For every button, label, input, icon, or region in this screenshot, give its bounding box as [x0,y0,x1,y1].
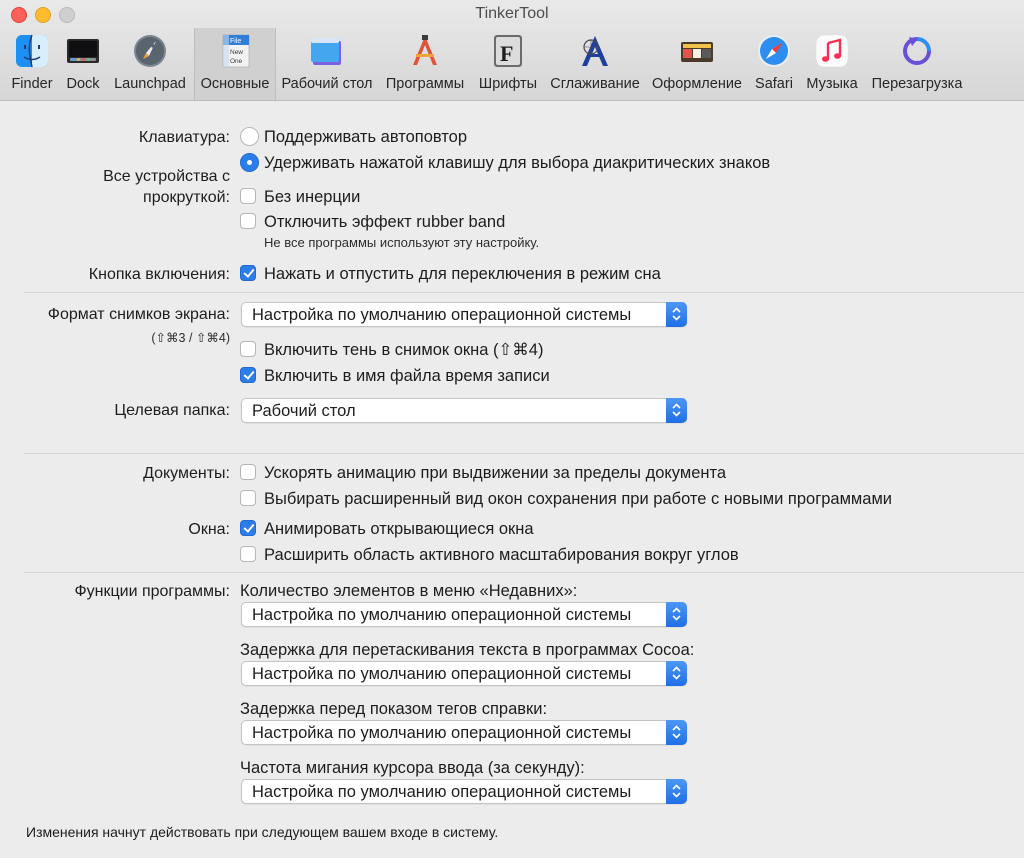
option-label: Отключить эффект rubber band [264,213,506,231]
option-label: Расширить область активного масштабирования вокруг углов [264,546,739,564]
popup-stepper[interactable] [666,398,687,423]
finder-icon [14,33,50,69]
checkbox[interactable] [240,464,256,480]
tab-label: Основные [200,76,270,92]
target-folder-popup[interactable] [241,398,687,423]
tab-label: Шрифты [478,76,538,92]
option-label: Включить тень в снимок окна (⇧⌘4) [264,341,544,359]
tab-label: Перезагрузка [871,76,963,92]
checkbox[interactable] [240,341,256,357]
tab-label: Музыка [806,76,858,92]
windows-label: Окна: [188,521,230,538]
radio-button[interactable] [240,153,259,172]
option-label: Анимировать открывающиеся окна [264,520,534,538]
window-title: TinkerTool [475,5,549,22]
cursor-blink-label: Частота мигания курсора ввода (за секунду): [240,759,585,777]
popup-stepper[interactable] [666,779,687,804]
tab-applications[interactable] [380,28,470,100]
checkbox[interactable] [240,367,256,383]
desktop-icon [309,33,345,69]
tab-label: Finder [11,76,53,92]
svg-text:One: One [230,58,243,65]
checkbox[interactable] [240,265,256,281]
svg-text:New: New [230,49,244,56]
svg-text:File: File [230,38,242,45]
checkbox[interactable] [240,213,256,229]
separator [24,292,1024,293]
tab-label: Сглаживание [550,76,640,92]
reset-icon [899,33,935,69]
chevron-up-down-icon [671,665,682,681]
tab-label: Оформление [651,76,742,92]
option-label: Включить в имя файла время записи [264,367,550,385]
drag-delay-popup[interactable] [241,661,687,686]
popup-value: Настройка по умолчанию операционной системы [252,783,632,801]
separator [24,572,1024,573]
chevron-up-down-icon [671,724,682,740]
option-label: Поддерживать автоповтор [264,128,468,146]
power-button-label: Кнопка включения: [88,266,230,283]
separator [24,453,1024,454]
applications-icon [407,33,443,69]
recent-items-popup[interactable] [241,602,687,627]
fonts-icon [490,33,526,69]
option-label: Нажать и отпустить для переключения в режим сна [264,265,661,283]
tab-reset[interactable] [866,28,968,100]
tab-general[interactable] [194,28,276,100]
tab-finder[interactable] [4,28,60,100]
safari-icon [756,33,792,69]
popup-value: Настройка по умолчанию операционной системы [252,606,632,624]
popup-stepper[interactable] [666,720,687,745]
checkbox[interactable] [240,188,256,204]
popup-value: Рабочий стол [252,402,356,420]
tab-safari[interactable] [750,28,798,100]
footer-note: Изменения начнут действовать при следующем вашем входе в систему. [26,824,499,840]
radio-button[interactable] [240,127,259,146]
option-label: Ускорять анимацию при выдвижении за пределы документа [264,464,727,482]
popup-stepper[interactable] [666,602,687,627]
app-features-label: Функции программы: [74,583,230,600]
popup-value: Настройка по умолчанию операционной системы [252,665,632,683]
tab-appearance[interactable] [648,28,746,100]
option-label: Удерживать нажатой клавишу для выбора диакритических знаков [264,154,771,172]
tab-fonts[interactable] [474,28,542,100]
tab-label: Рабочий стол [281,76,373,92]
chevron-up-down-icon [671,783,682,799]
tooltip-delay-popup[interactable] [241,720,687,745]
chevron-up-down-icon [671,402,682,418]
chevron-up-down-icon [671,606,682,622]
option-label: Без инерции [264,188,361,206]
popup-stepper[interactable] [666,661,687,686]
appearance-icon [679,33,715,69]
launchpad-icon [132,33,168,69]
drag-delay-label: Задержка для перетаскивания текста в программах Cocoa: [240,641,695,659]
checkbox[interactable] [240,490,256,506]
dock-icon [65,33,101,69]
checkbox[interactable] [240,546,256,562]
tab-launchpad[interactable] [106,28,194,100]
screenshot-shortcut: (⇧⌘3 / ⇧⌘4) [151,331,230,345]
keyboard-label: Клавиатура: [138,129,230,146]
tab-music[interactable] [802,28,862,100]
screenshot-format-popup[interactable] [241,302,687,327]
scrolling-label-line2: прокруткой: [143,189,230,206]
tab-dock[interactable] [60,28,106,100]
cursor-blink-popup[interactable] [241,779,687,804]
popup-value: Настройка по умолчанию операционной системы [252,724,632,742]
tooltip-delay-label: Задержка перед показом тегов справки: [240,700,548,718]
tab-label: Safari [755,76,793,92]
tab-desktop[interactable] [276,28,378,100]
chevron-up-down-icon [671,306,682,322]
music-icon [814,33,850,69]
tab-font-smoothing[interactable] [544,28,646,100]
popup-stepper[interactable] [666,302,687,327]
documents-label: Документы: [143,465,230,482]
svg-text:F: F [500,41,514,66]
tab-label: Launchpad [114,76,186,92]
popup-value: Настройка по умолчанию операционной системы [252,306,632,324]
option-label: Выбирать расширенный вид окон сохранения при работе с новыми программами [264,490,893,508]
rubber-band-note: Не все программы используют эту настройку. [264,235,540,250]
scrolling-label-line1: Все устройства с [103,168,230,185]
screenshot-format-label: Формат снимков экрана: [47,306,230,323]
recent-items-label: Количество элементов в меню «Недавних»: [240,582,578,600]
general-icon [217,33,253,69]
tab-label: Программы [385,76,465,92]
toolbar [0,0,1024,101]
font-smoothing-icon [577,33,613,69]
checkbox[interactable] [240,520,256,536]
tab-label: Dock [66,76,100,92]
target-folder-label: Целевая папка: [114,402,230,419]
